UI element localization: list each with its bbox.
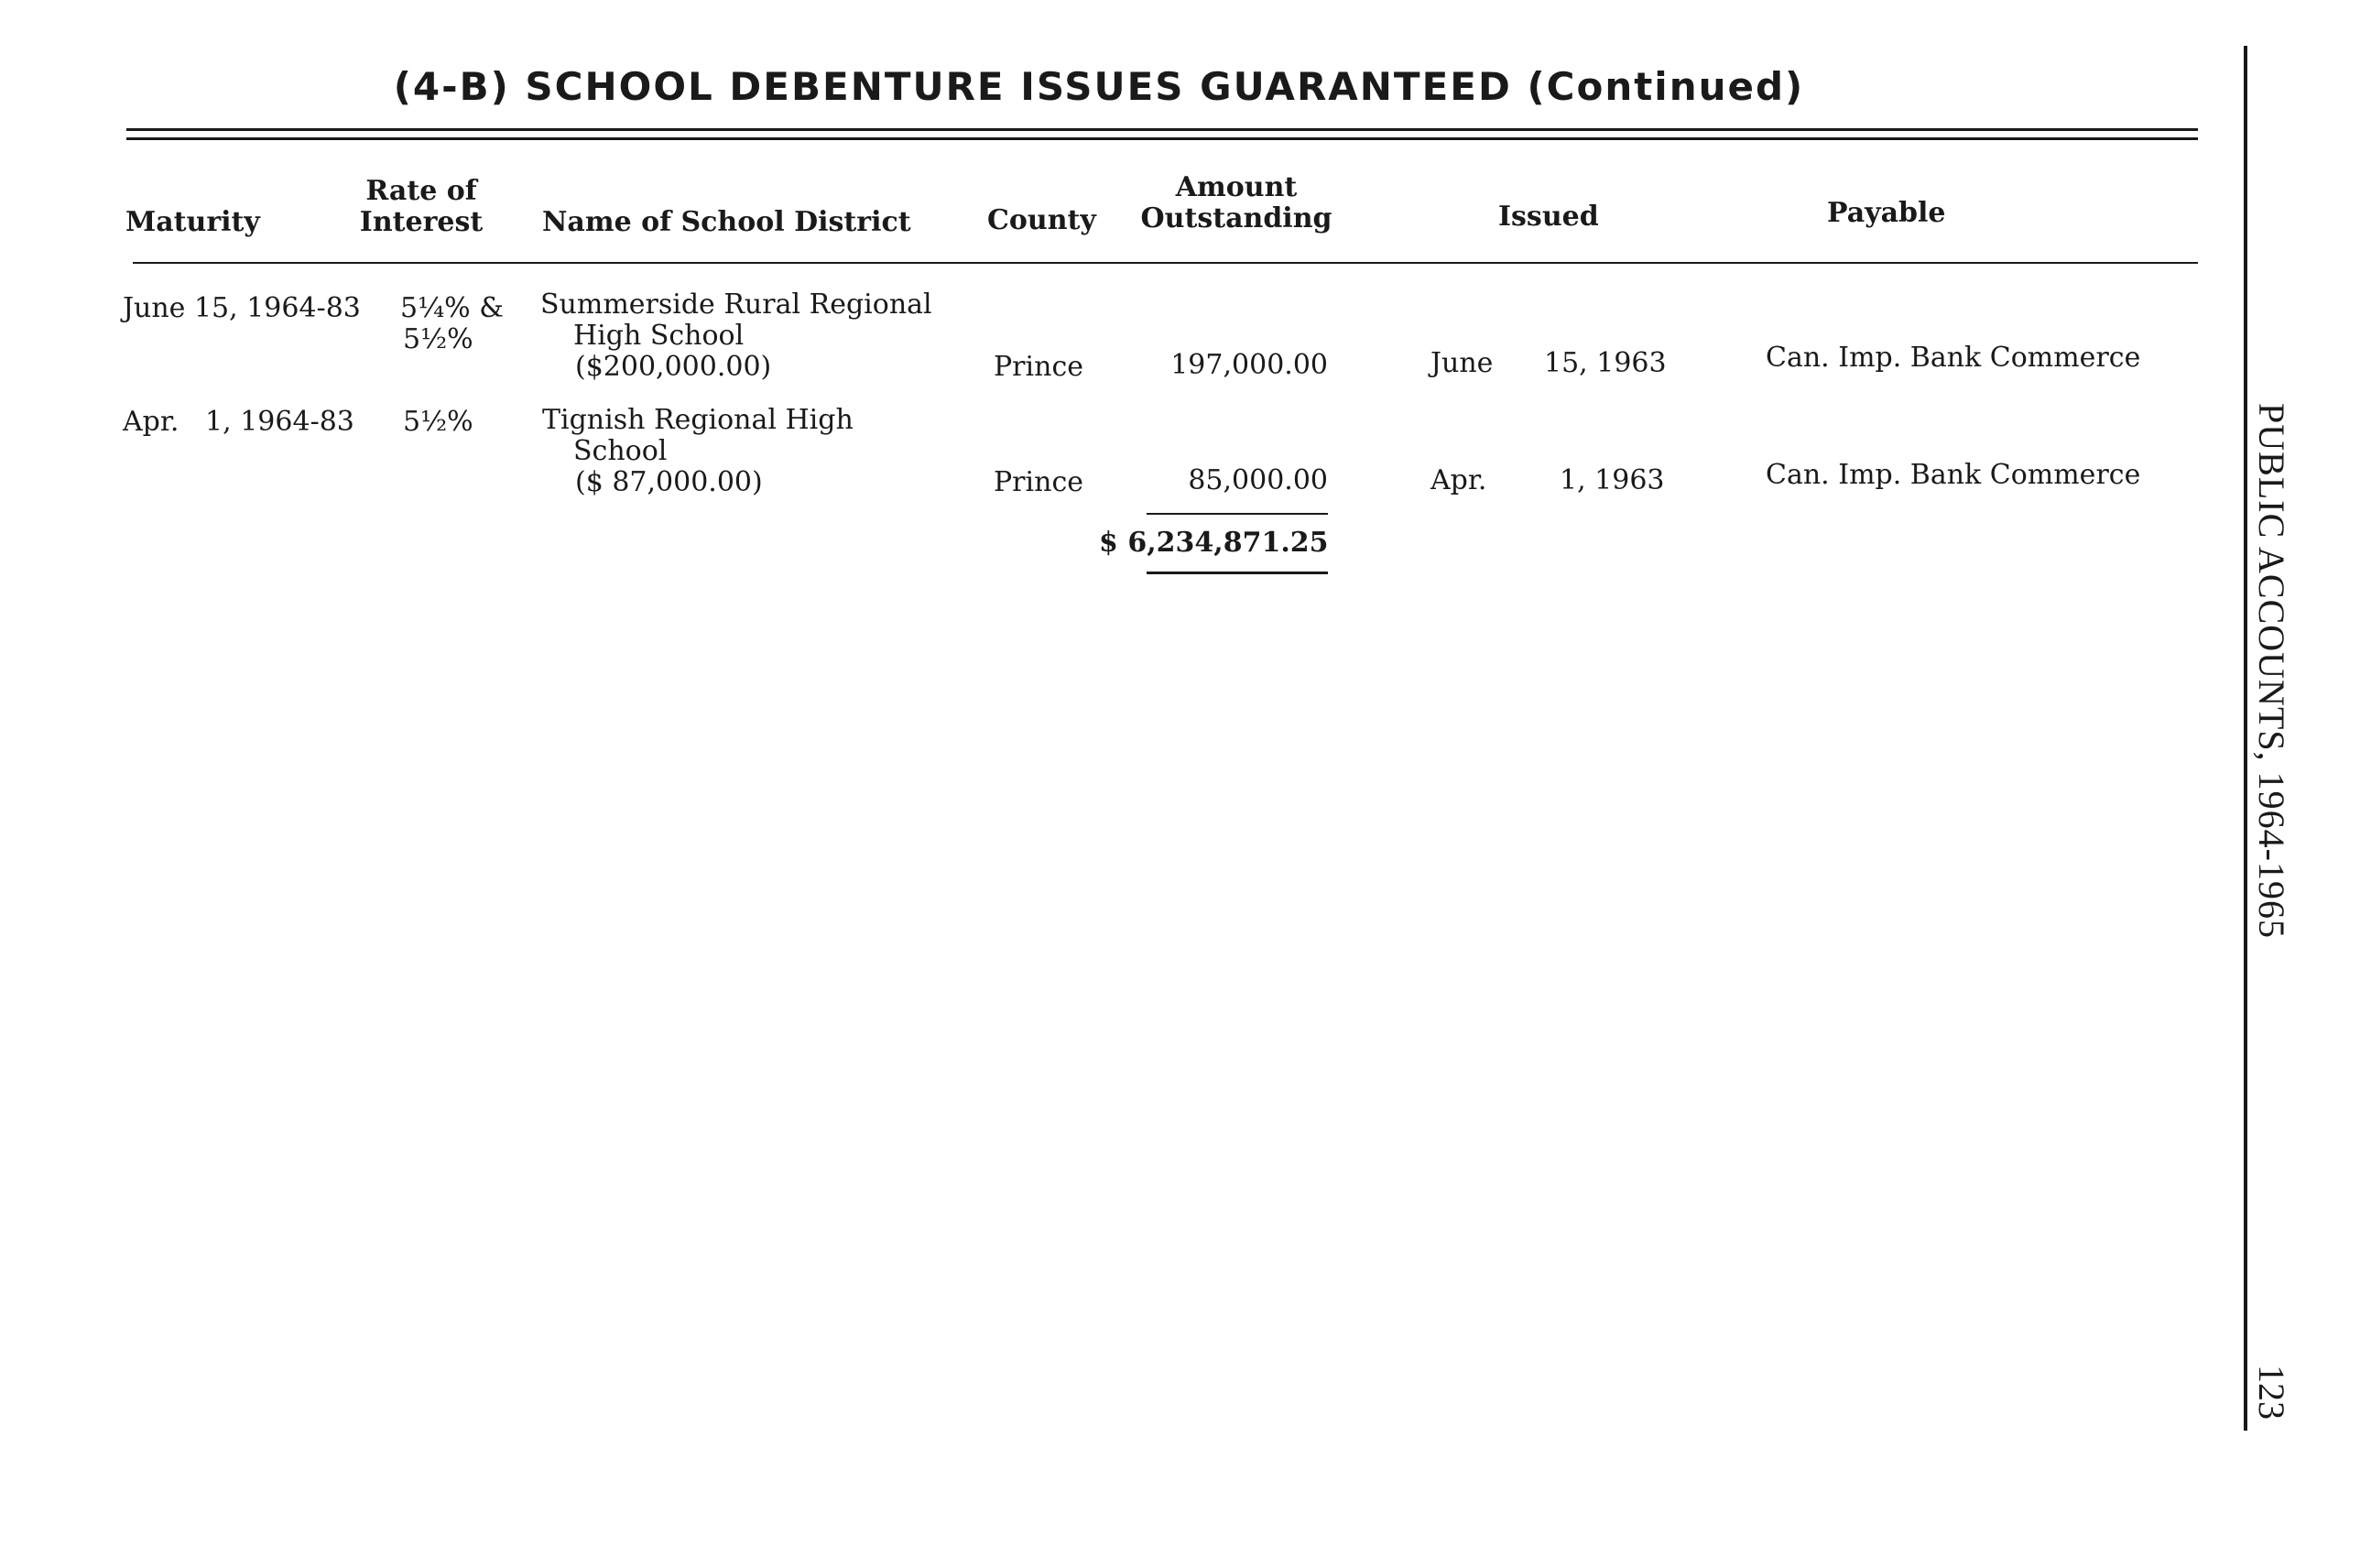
row-amount-outstanding: 85,000.00 <box>1188 464 1328 496</box>
row-amount-outstanding: 197,000.00 <box>1170 349 1328 381</box>
row-county: Prince <box>994 466 1083 498</box>
total-bottom-rule <box>1147 572 1328 574</box>
row-maturity: Apr. 1, 1964-83 <box>123 406 354 438</box>
header-amount-line2: Outstanding <box>1140 202 1332 234</box>
header-double-rule-top <box>126 128 2198 131</box>
total-amount: $ 6,234,871.25 <box>1099 527 1329 559</box>
row-rate: 5½% <box>403 406 473 438</box>
row-issued-date: 15, 1963 <box>1544 347 1667 379</box>
row-issued-month: June <box>1430 347 1494 379</box>
header-amount-line1: Amount <box>1175 171 1298 203</box>
row-payable: Can. Imp. Bank Commerce <box>1766 342 2141 374</box>
row-original-amount: ($ 87,000.00) <box>575 466 763 498</box>
row-school-name: High School <box>573 320 745 352</box>
row-rate: 5½% <box>403 323 473 355</box>
row-payable: Can. Imp. Bank Commerce <box>1766 459 2141 491</box>
row-issued-month: Apr. <box>1430 464 1487 496</box>
header-double-rule-bottom <box>126 137 2198 140</box>
margin-rule <box>2244 46 2247 1431</box>
page-title: (4-B) SCHOOL DEBENTURE ISSUES GUARANTEED (Continued) <box>393 64 1805 109</box>
header-payable: Payable <box>1827 197 1946 229</box>
header-maturity: Maturity <box>125 206 260 238</box>
row-rate: 5¼% & <box>400 292 504 324</box>
row-issued-date: 1, 1963 <box>1560 464 1665 496</box>
row-school-name: Summerside Rural Regional <box>540 289 932 321</box>
row-county: Prince <box>994 351 1083 383</box>
header-rate-line1: Rate of <box>365 175 477 207</box>
header-rate-line2: Interest <box>359 206 484 238</box>
header-issued: Issued <box>1498 201 1599 233</box>
header-bottom-rule <box>133 262 2198 264</box>
total-top-rule <box>1147 513 1328 515</box>
header-county: County <box>987 204 1096 236</box>
header-school-district: Name of School District <box>542 206 911 238</box>
page-number: 123 <box>2251 1365 2292 1420</box>
row-maturity: June 15, 1964-83 <box>123 292 361 324</box>
side-caption: PUBLIC ACCOUNTS, 1964-1965 <box>2251 403 2292 939</box>
row-school-name: School <box>573 435 668 467</box>
row-original-amount: ($200,000.00) <box>575 351 772 383</box>
row-school-name: Tignish Regional High <box>542 404 854 436</box>
